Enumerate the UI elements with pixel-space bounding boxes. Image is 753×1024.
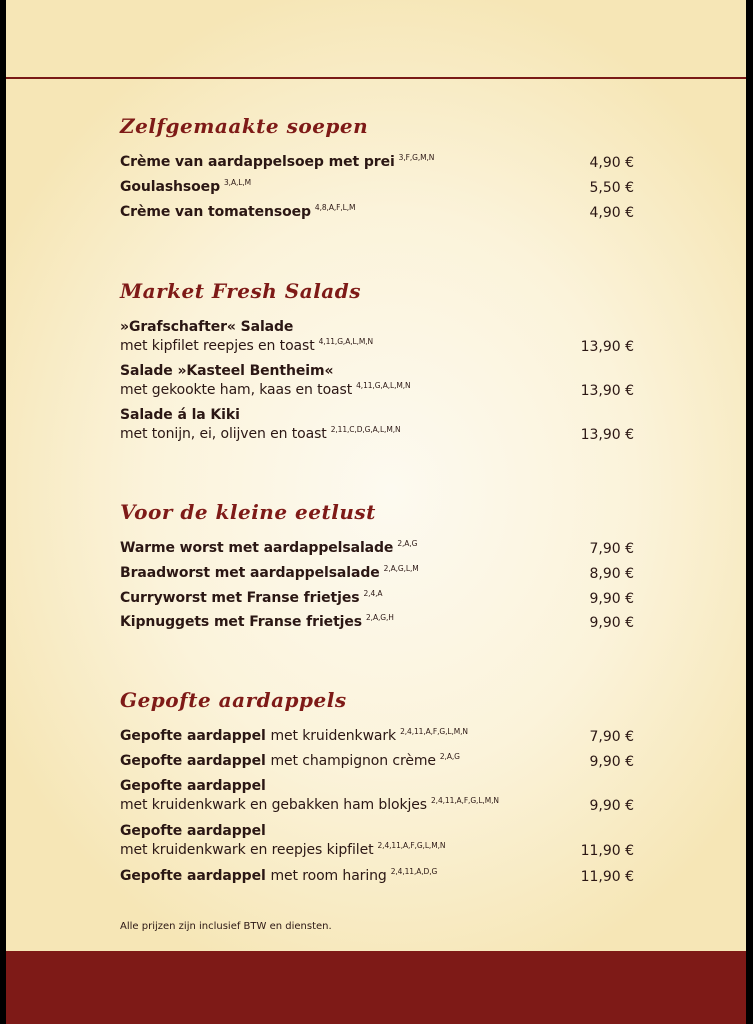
- allergen-codes: 4,11,G,A,L,M,N: [356, 381, 411, 390]
- item-name: Salade »Kasteel Bentheim«: [120, 363, 334, 379]
- footer-band: [6, 951, 746, 1024]
- top-divider: [6, 77, 746, 79]
- item-description: met kipfilet reepjes en toast: [120, 338, 315, 354]
- allergen-codes: 2,4,11,A,F,G,L,M,N: [430, 796, 499, 805]
- item-price: 13,90 €: [580, 339, 634, 355]
- item-name: Gepofte aardappel: [120, 778, 266, 794]
- item-name: Warme worst met aardappelsalade: [120, 540, 394, 556]
- section-title: Gepofte aardappels: [120, 688, 347, 712]
- item-name: Curryworst met Franse frietjes: [120, 590, 360, 606]
- section-title: Zelfgemaakte soepen: [120, 114, 369, 138]
- allergen-codes: 2,11,C,D,G,A,L,M,N: [330, 425, 401, 434]
- item-name: Salade á la Kiki: [120, 407, 240, 423]
- allergen-codes: 2,4,11,A,F,G,L,M,N: [377, 841, 446, 850]
- allergen-codes: 3,A,L,M: [224, 178, 252, 187]
- item-price: 4,90 €: [589, 155, 634, 171]
- item-price: 7,90 €: [589, 541, 634, 557]
- item-name: »Grafschafter« Salade: [120, 319, 294, 335]
- item-price: 9,90 €: [589, 615, 634, 631]
- item-description: met kruidenkwark en gebakken ham blokjes: [120, 797, 427, 813]
- item-description: met gekookte ham, kaas en toast: [120, 382, 353, 398]
- allergen-codes: 2,A,G: [397, 539, 418, 548]
- item-name: Goulashsoep: [120, 179, 220, 195]
- item-price: 5,50 €: [589, 180, 634, 196]
- allergen-codes: 2,4,A: [363, 589, 383, 598]
- item-name: Gepofte aardappel: [120, 753, 266, 769]
- allergen-codes: 4,8,A,F,L,M: [314, 203, 356, 212]
- allergen-codes: 2,A,G,H: [366, 613, 394, 622]
- allergen-codes: 4,11,G,A,L,M,N: [318, 337, 374, 346]
- menu-page: [6, 0, 746, 1024]
- item-price: 9,90 €: [589, 754, 634, 770]
- item-name: Gepofte aardappel: [120, 728, 266, 744]
- item-description: met champignon crème: [270, 753, 436, 769]
- item-description: met kruidenkwark: [270, 728, 397, 744]
- item-price: 11,90 €: [580, 843, 634, 859]
- item-price: 11,90 €: [580, 869, 634, 885]
- item-name: Gepofte aardappel: [120, 823, 266, 839]
- item-price: 7,90 €: [589, 729, 634, 745]
- item-name: Braadworst met aardappelsalade: [120, 565, 380, 581]
- item-name: Crème van aardappelsoep met prei: [120, 154, 395, 170]
- allergen-codes: 2,4,11,A,F,G,L,M,N: [400, 727, 468, 736]
- allergen-codes: 2,A,G,L,M: [383, 564, 419, 573]
- item-price: 13,90 €: [580, 383, 634, 399]
- item-description: met kruidenkwark en reepjes kipfilet: [120, 842, 374, 858]
- item-name: Kipnuggets met Franse frietjes: [120, 614, 362, 630]
- item-description: met tonijn, ei, olijven en toast: [120, 426, 327, 442]
- allergen-codes: 3,F,G,M,N: [398, 153, 435, 162]
- allergen-codes: 2,4,11,A,D,G: [390, 867, 438, 876]
- section-title: Voor de kleine eetlust: [120, 500, 376, 524]
- item-description: met room haring: [270, 868, 387, 884]
- item-price: 9,90 €: [589, 591, 634, 607]
- item-price: 13,90 €: [580, 427, 634, 443]
- allergen-codes: 2,A,G: [439, 752, 460, 761]
- item-name: Crème van tomatensoep: [120, 204, 311, 220]
- section-title: Market Fresh Salads: [120, 279, 361, 303]
- item-price: 9,90 €: [589, 798, 634, 814]
- item-price: 8,90 €: [589, 566, 634, 582]
- item-price: 4,90 €: [589, 205, 634, 221]
- item-name: Gepofte aardappel: [120, 868, 266, 884]
- price-note: Alle prijzen zijn inclusief BTW en diensten.: [120, 921, 332, 932]
